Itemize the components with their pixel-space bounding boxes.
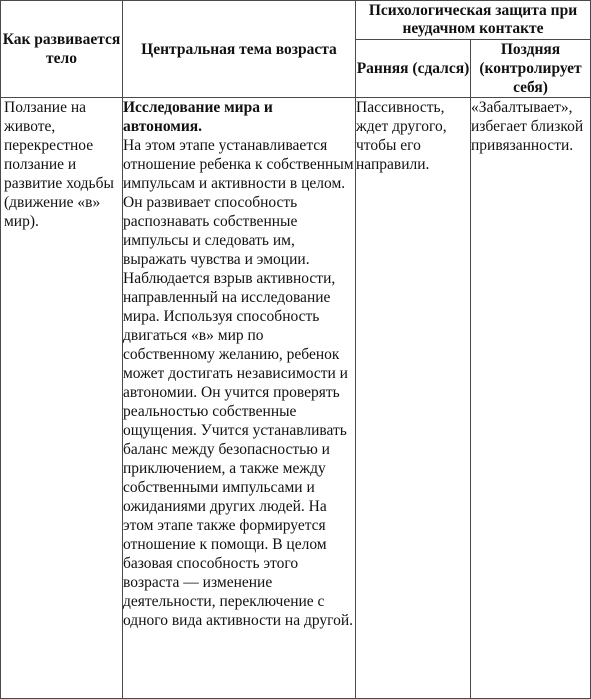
header-late-defense: Поздняя (контролирует себя) [471, 40, 591, 98]
theme-title: Исследование мира и автономия. [123, 99, 273, 135]
cell-early-defense: Пассивность, ждет другого, чтобы его направили. [356, 98, 471, 699]
theme-text: На этом этапе устанавливается отношение ребенка к собственным импульсам и активности в целом. Он развивает способность распознавать собственные импульсы и следовать им, выражать чувства и эмоции. Наблюдается взрыв активности, направленный на исследование мира. Используя способность двигаться «в» мир по собственному желанию, ребенок может достигать независимости и автономии. Он учится проверять реальностью собственные ощущения. Учится устанавливать баланс между безопасностью и приключением, а также между собственными импульсами и ожиданиями других людей. На этом этапе также формируется отношение к помощи. В целом базовая способность этого возраста — изменение деятельности, переключение с одного вида активности на другой. [123, 137, 354, 629]
header-body-development: Как развивается тело [1, 1, 123, 98]
cell-central-theme [123, 98, 356, 699]
table-row [1, 98, 591, 699]
cell-late-defense: «Забалтывает», избегает близкой привязанности. [471, 98, 591, 699]
header-row-top [1, 1, 591, 40]
header-central-theme: Центральная тема возраста [123, 1, 356, 98]
cell-body-development: Ползание на животе, перекрестное ползание и развитие ходьбы (движение «в» мир). [1, 98, 123, 699]
header-early-defense: Ранняя (сдался) [356, 40, 471, 98]
header-psych-defense: Психологическая защита при неудачном контакте [356, 1, 591, 40]
